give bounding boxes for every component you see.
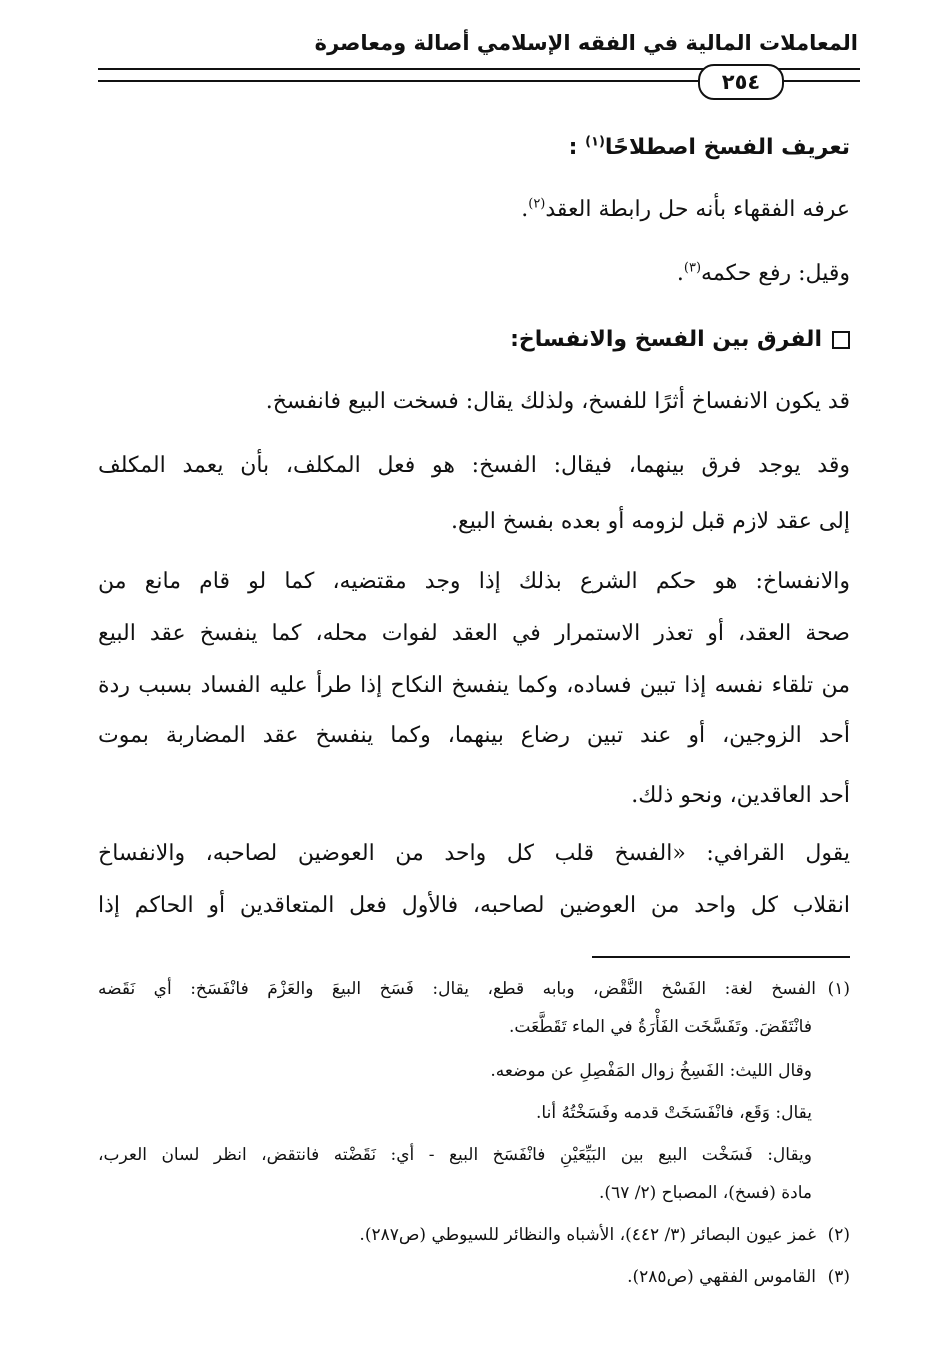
paragraph-line: أحد الزوجين، أو عند تبين رضاع بينهما، وكما ينفسخ عقد المضاربة بموت [98,723,850,748]
footnote-1-line [98,974,850,1004]
definition-line-2-end: . [676,261,684,286]
footnote-3-text: القاموس الفقهي (ص٢٨٥). [627,1267,816,1287]
footnote-2-text: غمز عيون البصائر (٣/ ٤٤٢)، الأشباه والنظائر للسيوطي (ص٢٨٧). [359,1225,816,1245]
footnote-2 [98,1220,850,1250]
page-number-text: ٢٥٤ [721,69,761,94]
definition-line-2-text: وقيل: رفع حكمه [701,261,850,286]
footnote-1-number: (١) [827,979,850,999]
paragraph-line: إلى عقد لازم قبل لزومه أو بعده بفسخ البيع. [451,509,850,534]
square-bullet-icon [832,331,850,349]
paragraph-line: يقول القرافي: «الفسخ قلب كل واحد من العوضين لصاحبه، والانفساخ [98,841,850,866]
definition-line-1-text: عرفه الفقهاء بأنه حل رابطة العقد [545,197,850,222]
paragraph-line: وقد يوجد فرق بينهما، فيقال: الفسخ: هو فعل المكلف، بأن يعمد المكلف [98,453,850,478]
footnote-ref-2: (٢) [528,196,546,212]
section-heading [98,320,850,360]
definition-line-2 [98,254,850,294]
definition-title [98,128,850,168]
footnote-1-line: وقال الليث: الفَسِخُ زوال المَفْصِلِ عن موضعه. [490,1061,812,1081]
paragraph-line: من تلقاء نفسه إذا تبين فساده، وكما ينفسخ النكاح إذا طرأ عليه الفساد بسبب ردة [98,673,850,698]
definition-line-1 [98,190,850,230]
definition-line-1-end: . [521,197,529,222]
footnote-ref-1: (١) [585,134,605,150]
definition-title-text: تعريف الفسخ اصطلاحًا [604,135,850,160]
footnote-1-line: يقال: وَقَع، فانْفَسَخَتْ قدمه وفَسَخْتُهُ أنا. [536,1103,812,1123]
section-heading-text: الفرق بين الفسخ والانفساخ: [510,327,822,352]
paragraph-line: انقلاب كل واحد من العوضين لصاحبه، فالأول فعل المتعاقدين أو الحاكم إذا [98,893,850,918]
footnote-ref-3: (٣) [683,260,702,276]
paragraph-line: والانفساخ: هو حكم الشرع بذلك إذا وجد مقتضيه، كما لو قام مانع من [98,569,850,594]
paragraph-line: صحة العقد، أو تعذر الاستمرار في العقد لفوات محله، كما ينفسخ عقد البيع [98,621,850,646]
paragraph-line: أحد العاقدين، ونحو ذلك. [631,783,850,808]
paragraph-line: قد يكون الانفساخ أثرًا للفسخ، ولذلك يقال: فسخت البيع فانفسخ. [265,389,850,414]
definition-title-colon: : [568,135,578,160]
footnote-1-line: مادة (فسخ)، المصباح (٢/ ٦٧). [599,1183,812,1203]
footnote-1-line: ويقال: فَسَخْت البيع بين البَيِّعَيْنِ فانْفَسَخ البيع - أي: نَقَضْته فانتقض، انظر لسان العرب، [98,1145,812,1165]
footnote-1-line: فانْتَقَضَ. وتَفَسَّخَت الفَأْرَةُ في الماء تَقَطَّعَت. [509,1017,812,1037]
header-rule-right [780,80,860,82]
footnote-2-number: (٢) [827,1225,850,1245]
footnote-1-text: الفسخ لغة: الفَسْخ النَّقْض، وبابه قطع، يقال: فَسَخ البيعَ والعَزْمَ فانْفَسَخ: أي نَقَضه [98,979,816,999]
footnote-separator [592,956,850,958]
footnote-3 [98,1262,850,1292]
header-rule-left [98,80,698,82]
running-header-title: المعاملات المالية في الفقه الإسلامي أصالة ومعاصرة [314,31,858,55]
footnote-3-number: (٣) [827,1267,850,1287]
page-number [698,64,784,100]
